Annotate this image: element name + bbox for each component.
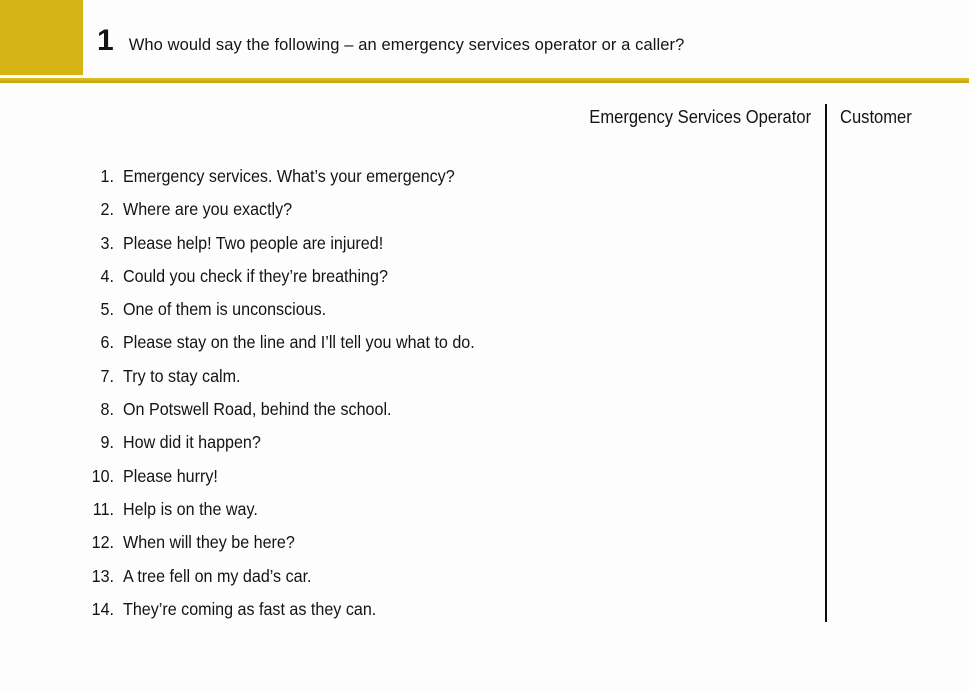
column-header-operator-label: Emergency Services Operator xyxy=(589,107,811,127)
accent-square xyxy=(0,0,83,75)
list-item xyxy=(80,426,820,459)
item-text: One of them is unconscious. xyxy=(123,299,327,320)
item-text: Please hurry! xyxy=(123,465,218,486)
column-header-customer xyxy=(840,106,918,128)
item-number: 1. xyxy=(100,166,114,186)
item-number: 9. xyxy=(100,432,114,453)
list-item xyxy=(80,526,820,559)
item-text: Try to stay calm. xyxy=(123,365,241,386)
item-number: 5. xyxy=(100,299,114,320)
list-item xyxy=(80,360,820,393)
item-number: 3. xyxy=(100,232,114,253)
list-item xyxy=(80,460,820,493)
item-number: 6. xyxy=(100,332,114,353)
exercise-number: 1 xyxy=(97,24,114,57)
item-number: 14. xyxy=(91,598,114,619)
list-item xyxy=(80,560,820,593)
header-rule xyxy=(0,78,969,83)
list-item xyxy=(80,293,820,326)
list-item xyxy=(80,260,820,293)
item-text: Help is on the way. xyxy=(123,498,258,519)
sentence-list xyxy=(80,160,820,626)
item-text: A tree fell on my dad’s car. xyxy=(123,565,312,586)
item-text: Could you check if they’re breathing? xyxy=(123,265,388,286)
column-divider xyxy=(825,104,827,622)
item-number: 10. xyxy=(91,465,114,486)
item-text: How did it happen? xyxy=(123,432,261,453)
item-number: 4. xyxy=(100,265,114,286)
item-number: 7. xyxy=(100,365,114,386)
column-header-operator xyxy=(460,106,811,128)
item-number: 11. xyxy=(92,498,114,519)
item-text: Please stay on the line and I’ll tell you what to do. xyxy=(123,332,475,353)
list-item xyxy=(80,493,820,526)
list-item xyxy=(80,593,820,626)
item-number: 12. xyxy=(91,532,114,553)
item-text: Where are you exactly? xyxy=(123,199,293,220)
item-text: They’re coming as fast as they can. xyxy=(123,598,377,619)
exercise-title: Who would say the following – an emergency services operator or a caller? xyxy=(128,36,685,54)
item-number: 2. xyxy=(100,199,114,220)
item-text: When will they be here? xyxy=(123,532,295,553)
item-number: 8. xyxy=(100,399,114,420)
list-item xyxy=(80,193,820,226)
list-item xyxy=(80,393,820,426)
column-header-customer-label: Customer xyxy=(840,107,912,127)
list-item xyxy=(80,326,820,359)
list-item xyxy=(80,160,820,193)
exercise-header xyxy=(97,26,684,56)
item-text: Please help! Two people are injured! xyxy=(123,232,384,253)
item-text: On Potswell Road, behind the school. xyxy=(123,399,392,420)
item-text: Emergency services. What’s your emergency? xyxy=(123,166,455,186)
list-item xyxy=(80,227,820,260)
item-number: 13. xyxy=(91,565,114,586)
